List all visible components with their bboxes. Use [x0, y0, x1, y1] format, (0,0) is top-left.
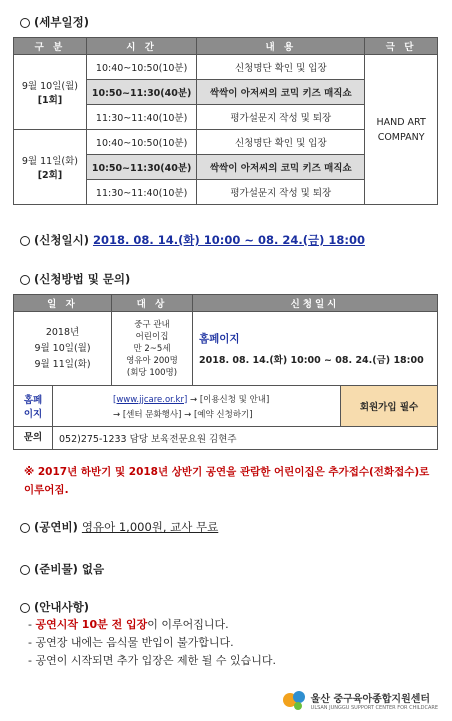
footer-logo: 울산 중구육아종합지원센터 ULSAN JUNGGU SUPPORT CENTER FOR CHILDCARE — [281, 688, 438, 712]
circle-bullet-icon — [20, 523, 30, 533]
homepage-row-label: 홈페이지 — [14, 386, 53, 426]
col-header: 신청일시 — [193, 295, 438, 312]
circle-bullet-icon — [20, 565, 30, 575]
homepage-link[interactable]: [www.jjcare.or.kr] — [113, 394, 188, 405]
day1-cell: 9월 10일(월) [1회] — [14, 55, 87, 130]
apply-period-heading: (신청일시) 2018. 08. 14.(화) 10:00 ~ 08. 24.(금) 18:00 — [20, 232, 365, 248]
circle-bullet-icon — [20, 18, 30, 28]
fee-heading: (공연비) 영유아 1,000원, 교사 무료 — [20, 519, 218, 535]
guide-item: - 공연시작 10분 전 입장이 이루어집니다. — [28, 618, 229, 631]
content-cell: 싹싹이 아저씨의 코믹 키즈 매직쇼 — [197, 155, 365, 180]
notice-text: ※ 2017년 하반기 및 2018년 상반기 공연을 관람한 어린이집은 추가접수(전화접수)로 이루어짐. — [24, 466, 430, 496]
col-header: 대 상 — [112, 295, 193, 312]
troupe-cell: HAND ART COMPANY — [365, 55, 438, 205]
guide-list — [28, 616, 276, 670]
method-heading: (신청방법 및 문의) — [20, 271, 130, 287]
schedule-heading: (세부일정) — [20, 14, 89, 30]
time-cell: 10:40~10:50(10분) — [86, 55, 197, 80]
member-note: 회원가입 필수 — [340, 386, 437, 426]
inquiry-label: 문의 — [14, 427, 53, 449]
content-cell: 신청명단 확인 및 입장 — [197, 130, 365, 155]
time-cell: 11:30~11:40(10분) — [86, 180, 197, 205]
time-cell: 11:30~11:40(10분) — [86, 105, 197, 130]
content-cell: 평가설문지 작성 및 퇴장 — [197, 105, 365, 130]
prep-heading: (준비물) 없음 — [20, 561, 104, 577]
time-cell: 10:50~11:30(40분) — [86, 80, 197, 105]
circle-bullet-icon — [20, 275, 30, 285]
day2-cell: 9월 11일(화) [2회] — [14, 130, 87, 205]
center-logo-icon — [281, 688, 307, 712]
guide-heading: (안내사항) — [20, 599, 89, 615]
date-cell: 2018년 9월 10일(월) 9월 11일(화) — [14, 312, 112, 386]
period-cell: 홈페이지 2018. 08. 14.(화) 10:00 ~ 08. 24.(금) 18:00 — [193, 312, 438, 386]
content-cell: 싹싹이 아저씨의 코믹 키즈 매직쇼 — [197, 80, 365, 105]
content-cell: 평가설문지 작성 및 퇴장 — [197, 180, 365, 205]
method-table — [13, 294, 438, 450]
col-header: 구 분 — [14, 38, 87, 55]
circle-bullet-icon — [20, 236, 30, 246]
inquiry-value: 052)275-1233 담당 보육전문요원 김현주 — [59, 434, 237, 445]
content-cell: 신청명단 확인 및 입장 — [197, 55, 365, 80]
schedule-table — [13, 37, 438, 205]
target-cell: 중구 관내 어린이집 만 2~5세 영유아 200명 (회당 100명) — [112, 312, 193, 386]
homepage-steps: [www.jjcare.or.kr] → [이용신청 및 안내] → [센터 문화행사] → [예약 신청하기] — [113, 394, 270, 420]
col-header: 내 용 — [197, 38, 365, 55]
col-header: 일 자 — [14, 295, 112, 312]
col-header: 극 단 — [365, 38, 438, 55]
apply-period-value: 2018. 08. 14.(화) 10:00 ~ 08. 24.(금) 18:00 — [92, 233, 365, 247]
guide-item: - 공연장 내에는 음식물 반입이 불가합니다. — [28, 636, 234, 649]
guide-item: - 공연이 시작되면 추가 입장은 제한 될 수 있습니다. — [28, 654, 276, 667]
time-cell: 10:50~11:30(40분) — [86, 155, 197, 180]
time-cell: 10:40~10:50(10분) — [86, 130, 197, 155]
circle-bullet-icon — [20, 603, 30, 613]
col-header: 시 간 — [86, 38, 197, 55]
